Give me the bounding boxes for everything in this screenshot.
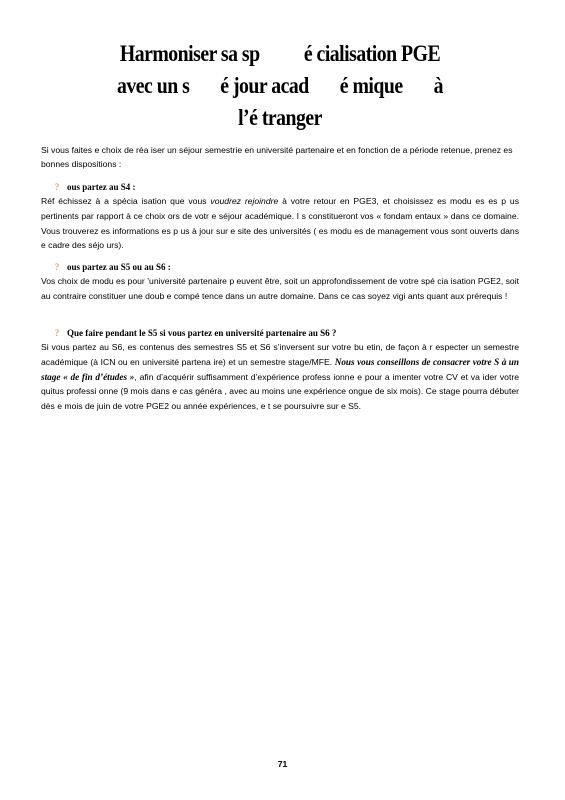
- body-text-a: Réf échissez à a spécia isation que vous: [41, 196, 211, 206]
- section-heading: [41, 180, 519, 194]
- body-bold-italic: Nous vous conseillons de consacrer votre S à un stage « de fin d’études »: [41, 356, 519, 382]
- body-emphasis: voudrez rejoindre: [210, 196, 279, 206]
- bullet-icon: ?: [55, 328, 59, 338]
- title-line-2: avec un s é jour acad é mique à: [117, 73, 443, 98]
- bullet-icon: ?: [55, 262, 59, 272]
- section-heading-text: Que faire pendant le S5 si vous partez en université partenaire au S6 ?: [67, 328, 337, 338]
- section-heading: [41, 260, 519, 274]
- section-body: [41, 194, 519, 253]
- section-s4: [41, 180, 519, 253]
- body-text-b: , afin d’acquérir suffisamment d’expérience profess ionne e pour a imenter votre CV et va ider votre quitus professi onne (9 mois dans e cas généra , avec au moins une expérience ongue de six mois). Ce stage pourra débuter dès e mois de juin de votre PGE2 ou année expériences, e t se poursuivre sur e S5.: [41, 371, 519, 412]
- section-body: [41, 340, 519, 414]
- intro-paragraph: Si vous faites e choix de réa iser un séjour semestrie en université partenaire et en fonction de a période retenue, prenez es bonnes dispositions :: [41, 145, 513, 169]
- section-body: Vos choix de modu es pour ’université partenaire p euvent être, soit un approfondissement de votre spé cia isation PGE2, soit au contraire constituer une doub e compé tence dans un autre domaine. Dans ce cas soyez vigi ants quant aux prérequis !: [41, 276, 519, 301]
- section-s5-when-s6: [41, 326, 519, 414]
- section-heading: [41, 326, 519, 340]
- page-title: [74, 38, 487, 134]
- page-number: 71: [277, 759, 288, 769]
- body-text-b: à votre retour en PGE3, et choisissez es modu es es p us pertinents par rapport à ce choix ors de votr e séjour académique. I s constitueront vos « fondam entaux » dans ce domaine. Vous trouverez es informations es p us à jour sur e site des universités ( es modu es de management vous sont ouverts dans e cadre des séjo urs).: [41, 196, 519, 251]
- section-heading-text: ous partez au S5 ou au S6 :: [67, 262, 171, 272]
- bullet-icon: ?: [55, 182, 59, 192]
- title-line-1: Harmoniser sa sp é cialisation PGE: [119, 41, 441, 66]
- section-s5-s6: [41, 260, 519, 304]
- title-line-3: l’é tranger: [238, 105, 322, 130]
- body-text-a: Si vous partez au S6, es contenus des semestres S5 et S6 s’inversent sur votre bu etin, de façon à r especter un semestre académique (à ICN ou en université partena ire) et un semestre stage/MFE.: [41, 342, 519, 367]
- section-heading-text: ous partez au S4 :: [67, 182, 136, 192]
